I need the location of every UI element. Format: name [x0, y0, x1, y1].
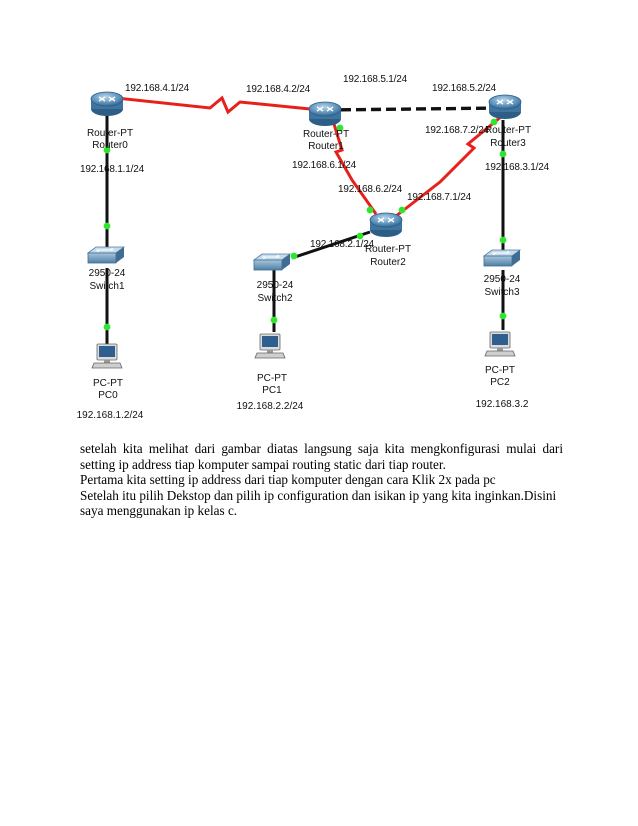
ip-label-r0-serial: 192.168.4.1/24	[125, 83, 189, 94]
ip-label-r2-to-r1: 192.168.6.2/24	[338, 184, 402, 195]
router2-name-label: Router2	[370, 257, 406, 268]
ip-label-r0-lan: 192.168.1.1/24	[80, 164, 144, 175]
switch2-name-label: Switch2	[257, 293, 293, 304]
switch2-icon[interactable]	[254, 254, 290, 270]
switch3-icon[interactable]	[484, 250, 520, 266]
router3-icon[interactable]	[489, 95, 521, 119]
ip-label-r3-lan: 192.168.3.1/24	[485, 162, 549, 173]
pc2-ip-label: 192.168.3.2	[475, 399, 529, 410]
ip-label-r1-eth: 192.168.5.1/24	[343, 74, 407, 85]
pc1-type-label: PC-PT	[257, 373, 287, 384]
paragraph-1: setelah kita melihat dari gambar diatas langsung saja kita mengkonfigurasi mulai dari setting ip address tiap komputer sampai routing static dari tiap router.	[80, 441, 563, 472]
pc0-ip-label: 192.168.1.2/24	[76, 410, 144, 421]
switch3-name-label: Switch3	[484, 287, 520, 298]
router1-icon[interactable]	[309, 102, 341, 126]
router2-type-label: Router-PT	[364, 244, 412, 255]
ethernet-link-r1-r3	[326, 108, 503, 110]
pc0-icon[interactable]	[92, 344, 122, 368]
body-text	[80, 441, 563, 519]
router2-icon[interactable]	[370, 213, 402, 237]
ip-label-r1-serial: 192.168.4.2/24	[246, 84, 310, 95]
ip-label-r2-to-r3: 192.168.7.1/24	[407, 192, 471, 203]
switch3-type-label: 2950-24	[483, 274, 521, 285]
pc1-ip-label: 192.168.2.2/24	[236, 401, 304, 412]
ip-label-r3-to-r2: 192.168.7.2/24	[425, 125, 489, 136]
ip-label-r2-lan: 192.168.2.1/24	[310, 239, 374, 250]
router3-type-label: Router-PT	[484, 125, 532, 136]
switch1-name-label: Switch1	[89, 281, 125, 292]
switch1-icon[interactable]	[88, 247, 124, 263]
router0-name-label: Router0	[92, 140, 128, 151]
router3-name-label: Router3	[490, 138, 526, 149]
router1-name-label: Router1	[308, 141, 344, 152]
router0-type-label: Router-PT	[86, 128, 134, 139]
pc2-name-label: PC2	[490, 377, 510, 388]
ip-label-r3-eth: 192.168.5.2/24	[432, 83, 496, 94]
ip-label-r1-to-r2: 192.168.6.1/24	[292, 160, 356, 171]
serial-link-r0-r1	[116, 98, 320, 112]
pc0-name-label: PC0	[98, 390, 118, 401]
router0-icon[interactable]	[91, 92, 123, 116]
pc1-icon[interactable]	[255, 334, 285, 358]
switch2-type-label: 2950-24	[256, 280, 294, 291]
paragraph-3: Setelah itu pilih Dekstop dan pilih ip configuration dan isikan ip yang kita inginkan.Disini saya menggunakan ip kelas c.	[80, 487, 557, 519]
router1-type-label: Router-PT	[302, 129, 350, 140]
paragraph-2: Pertama kita setting ip address dari tiap komputer dengan cara Klik 2x pada pc	[80, 472, 496, 488]
switch1-type-label: 2950-24	[88, 268, 126, 279]
pc1-name-label: PC1	[262, 385, 282, 396]
pc2-type-label: PC-PT	[485, 365, 515, 376]
pc0-type-label: PC-PT	[93, 378, 123, 389]
pc2-icon[interactable]	[485, 332, 515, 356]
